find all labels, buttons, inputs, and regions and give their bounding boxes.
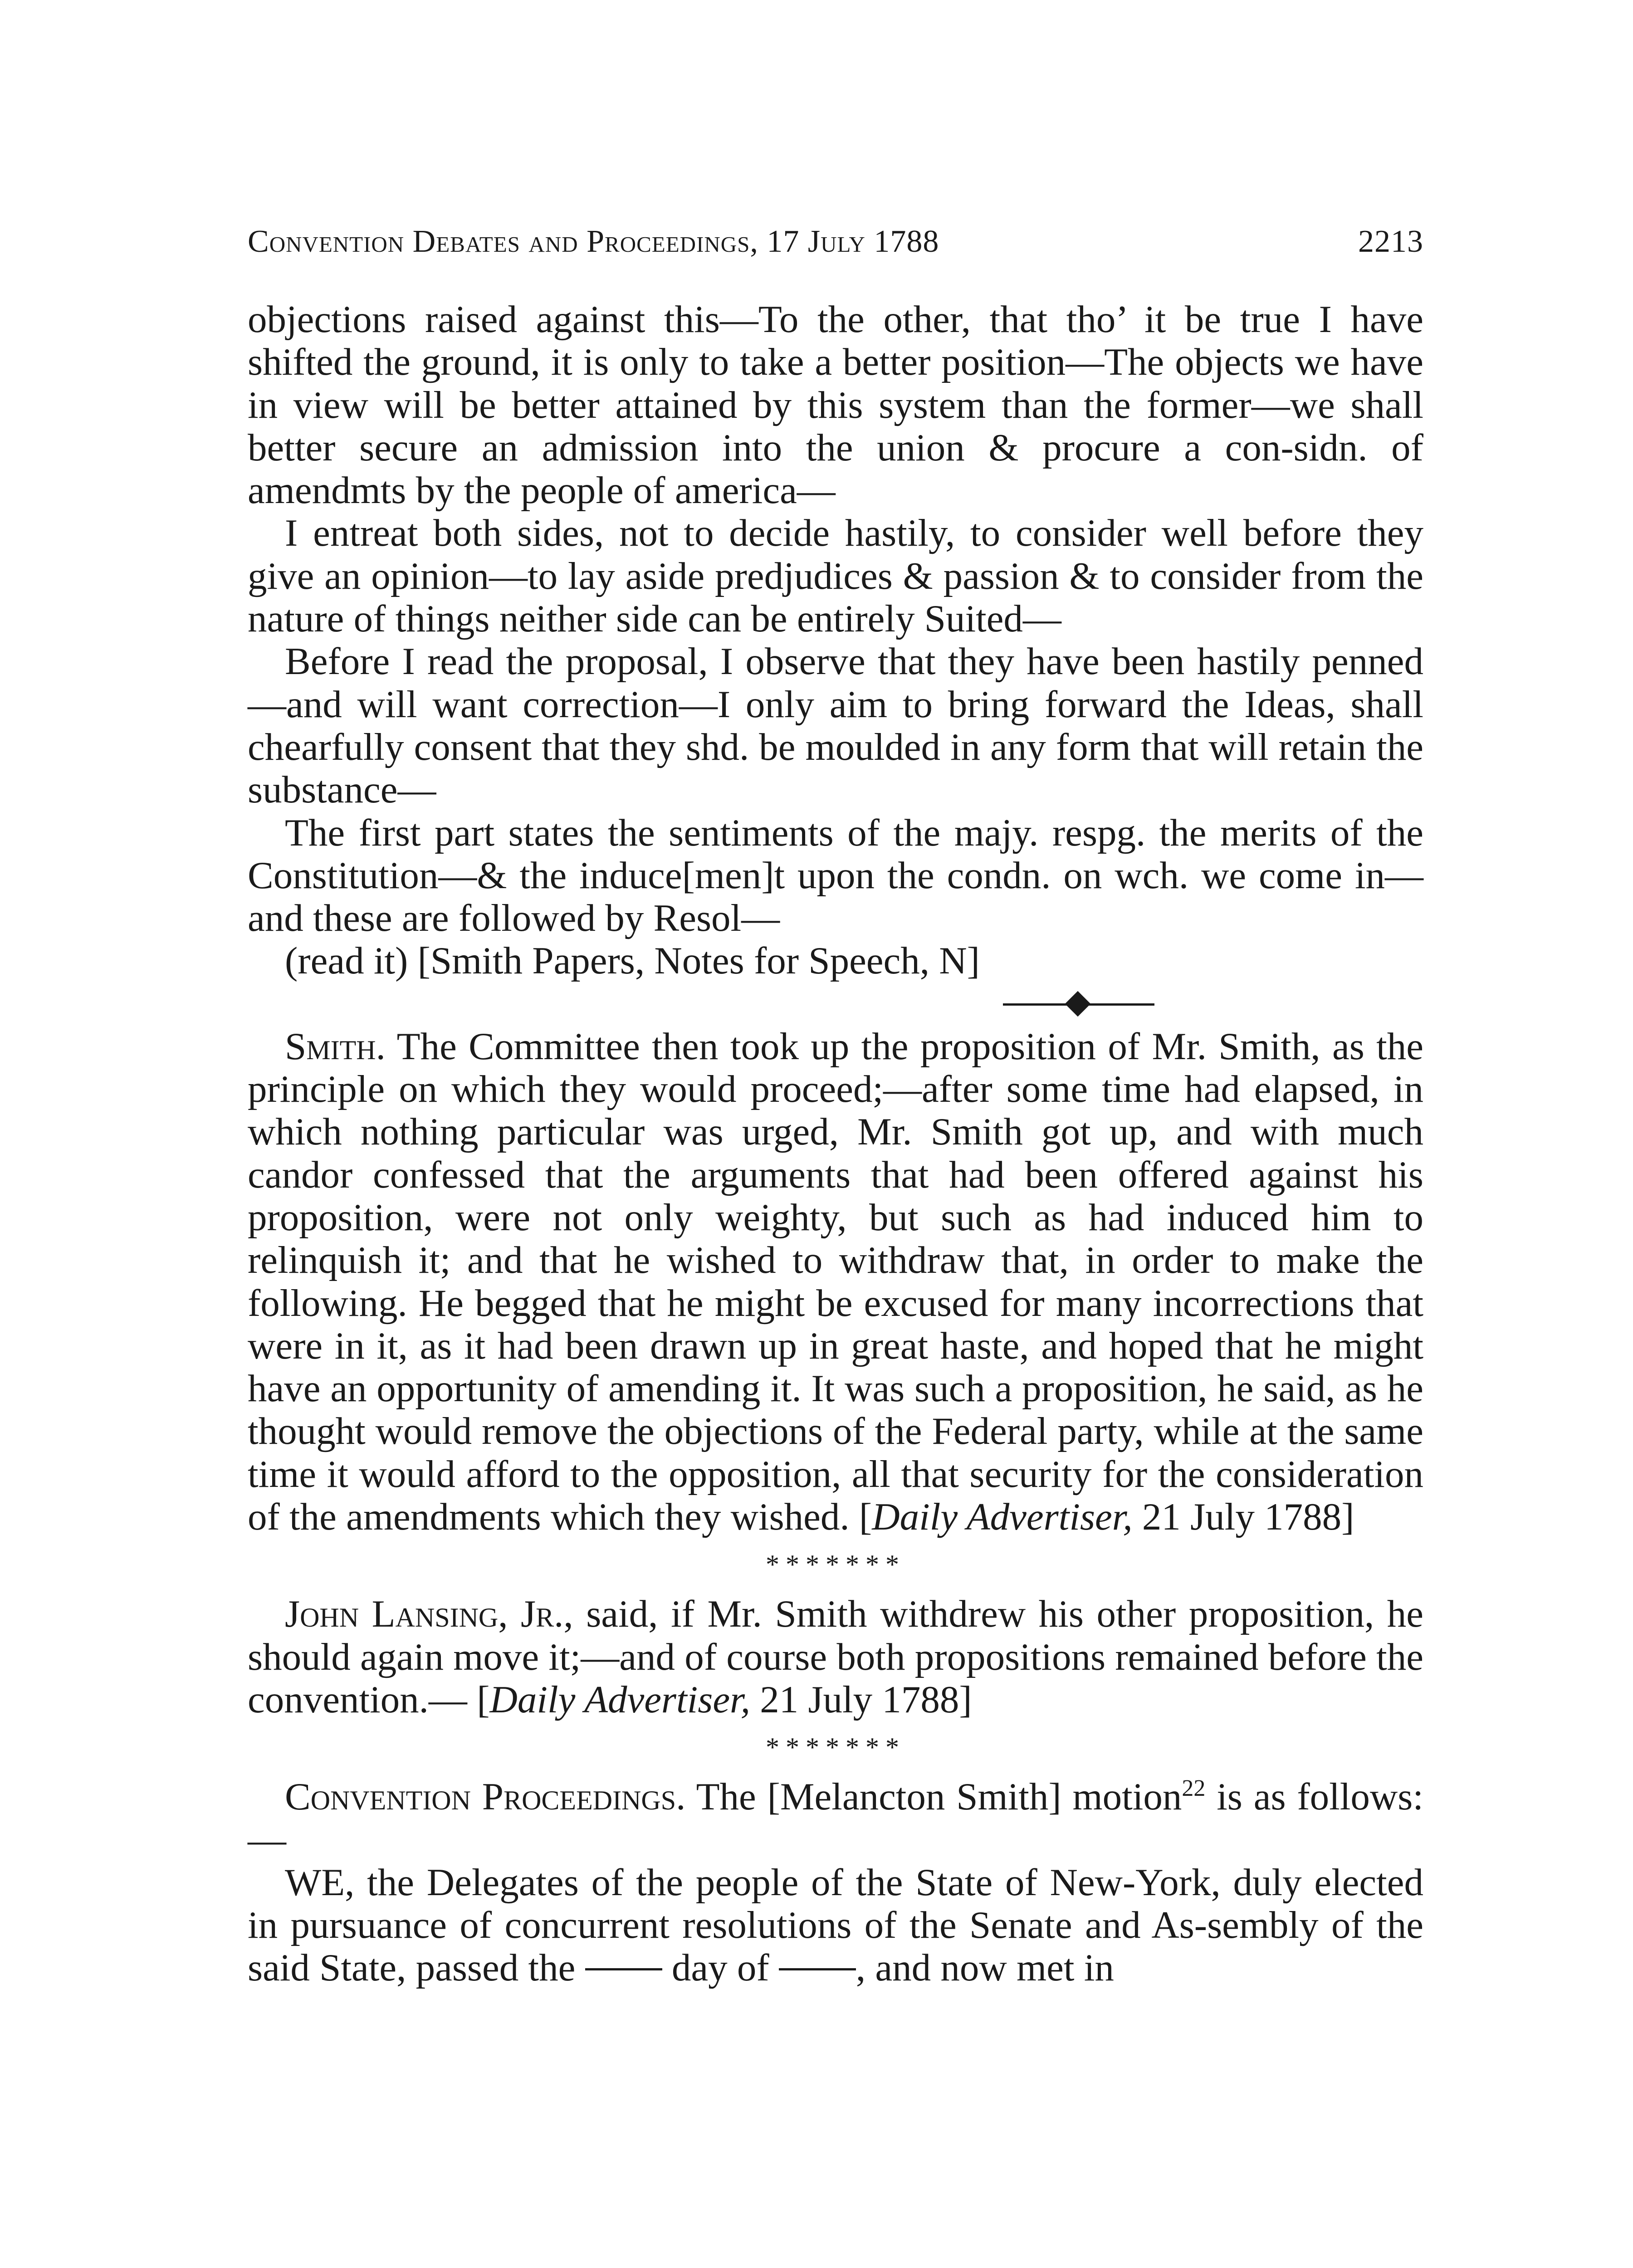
paragraph-first-part: The first part states the sentiments of the majy. respg. the merits of the Constitution—& the induce[men]t upon the condn. on wch. we come in—and these are followed by Resol— [248, 811, 1423, 940]
smith-text: . The Committee then took up the proposition of Mr. Smith, as the principle on which they would proceed;—after some time had elapsed, in which nothing particular was urged, Mr. Smith got up, and with much candor confessed that the arguments that had been offered against his proposition, were not only weighty, but such as had induced him to relinquish it; and that he wished to withdraw that, in order to make the following. He begged that he might be excused for many incorrections that were in it, as it had been drawn up in great haste, and hoped that he might have an opportunity of amending it. It was such a proposition, he said, as he thought would remove the objections of the Federal party, while at the same time it would afford to the opposition, all that security for the consideration of the amendments which they wished. [248, 1025, 1423, 1539]
proceedings-text-after: is as follows:— [248, 1775, 1423, 1861]
resolution-mid: day of [671, 1946, 769, 1989]
lansing-source-open: [ [467, 1678, 490, 1721]
paragraph-smith [248, 1025, 1423, 1539]
body-text [248, 298, 1423, 1989]
resolution-start: WE, the Delegates of the people of the State of New-York, duly elected in pursuance of concurrent resolutions of the Senate and As-sembly of the said State, passed the [248, 1861, 1423, 1989]
date-blank-rule [585, 1968, 662, 1970]
speaker-lansing: John Lansing, Jr. [285, 1593, 564, 1636]
asterisk-separator: ******* [766, 1549, 905, 1580]
smith-source-open: [ [849, 1496, 872, 1539]
page-number: 2213 [1358, 224, 1423, 259]
lansing-text: , said, if Mr. Smith withdrew his other proposition, he should again move it;—and of course both propositions remained before the convention.— [248, 1593, 1423, 1721]
resolution-end: , and now met in [856, 1946, 1114, 1989]
paragraph-lansing [248, 1593, 1423, 1721]
paragraph-resolution [248, 1861, 1423, 1989]
paragraph-entreat: I entreat both sides, not to decide hastily, to consider well before they give an opinion—to lay aside predjudices & passion & to consider from the nature of things neither side can be entirely Suited— [248, 512, 1423, 640]
speaker-smith: Smith [285, 1025, 376, 1068]
asterisk-separator-2: ******* [766, 1732, 905, 1763]
paragraph-continuation: objections raised against this—To the other, that tho’ it be true I have shifted the ground, it is only to take a better position—The objects we have in view will be better attained by this system than the former—we shall better secure an admission into the union & procure a con-sidn. of amendmts by the people of america— [248, 298, 1423, 512]
paragraph-read-it: (read it) [Smith Papers, Notes for Speech, N] [285, 939, 980, 982]
running-head [248, 217, 1423, 267]
running-head-title: Convention Debates and Proceedings, 17 July 1788 [248, 224, 939, 259]
lansing-source-close: 21 July 1788] [750, 1678, 972, 1721]
month-blank-rule [779, 1968, 856, 1970]
lansing-source-title: Daily Advertiser, [489, 1678, 750, 1721]
paragraph-proceedings [248, 1775, 1423, 1861]
diamond-icon [1065, 991, 1091, 1017]
paragraph-proposal: Before I read the proposal, I observe that they have been hastily penned—and will want correction—I only aim to bring forward the Ideas, shall chearfully consent that they shd. be moulded in any form that will retain the substance— [248, 640, 1423, 811]
smith-source-title: Daily Advertiser, [872, 1496, 1133, 1539]
smith-source-close: 21 July 1788] [1132, 1496, 1354, 1539]
proceedings-heading: Convention Proceedings [285, 1775, 676, 1818]
proceedings-text: . The [Melancton Smith] motion [676, 1775, 1182, 1818]
section-ornament [248, 982, 1423, 1025]
footnote-reference[interactable]: 22 [1182, 1775, 1206, 1802]
